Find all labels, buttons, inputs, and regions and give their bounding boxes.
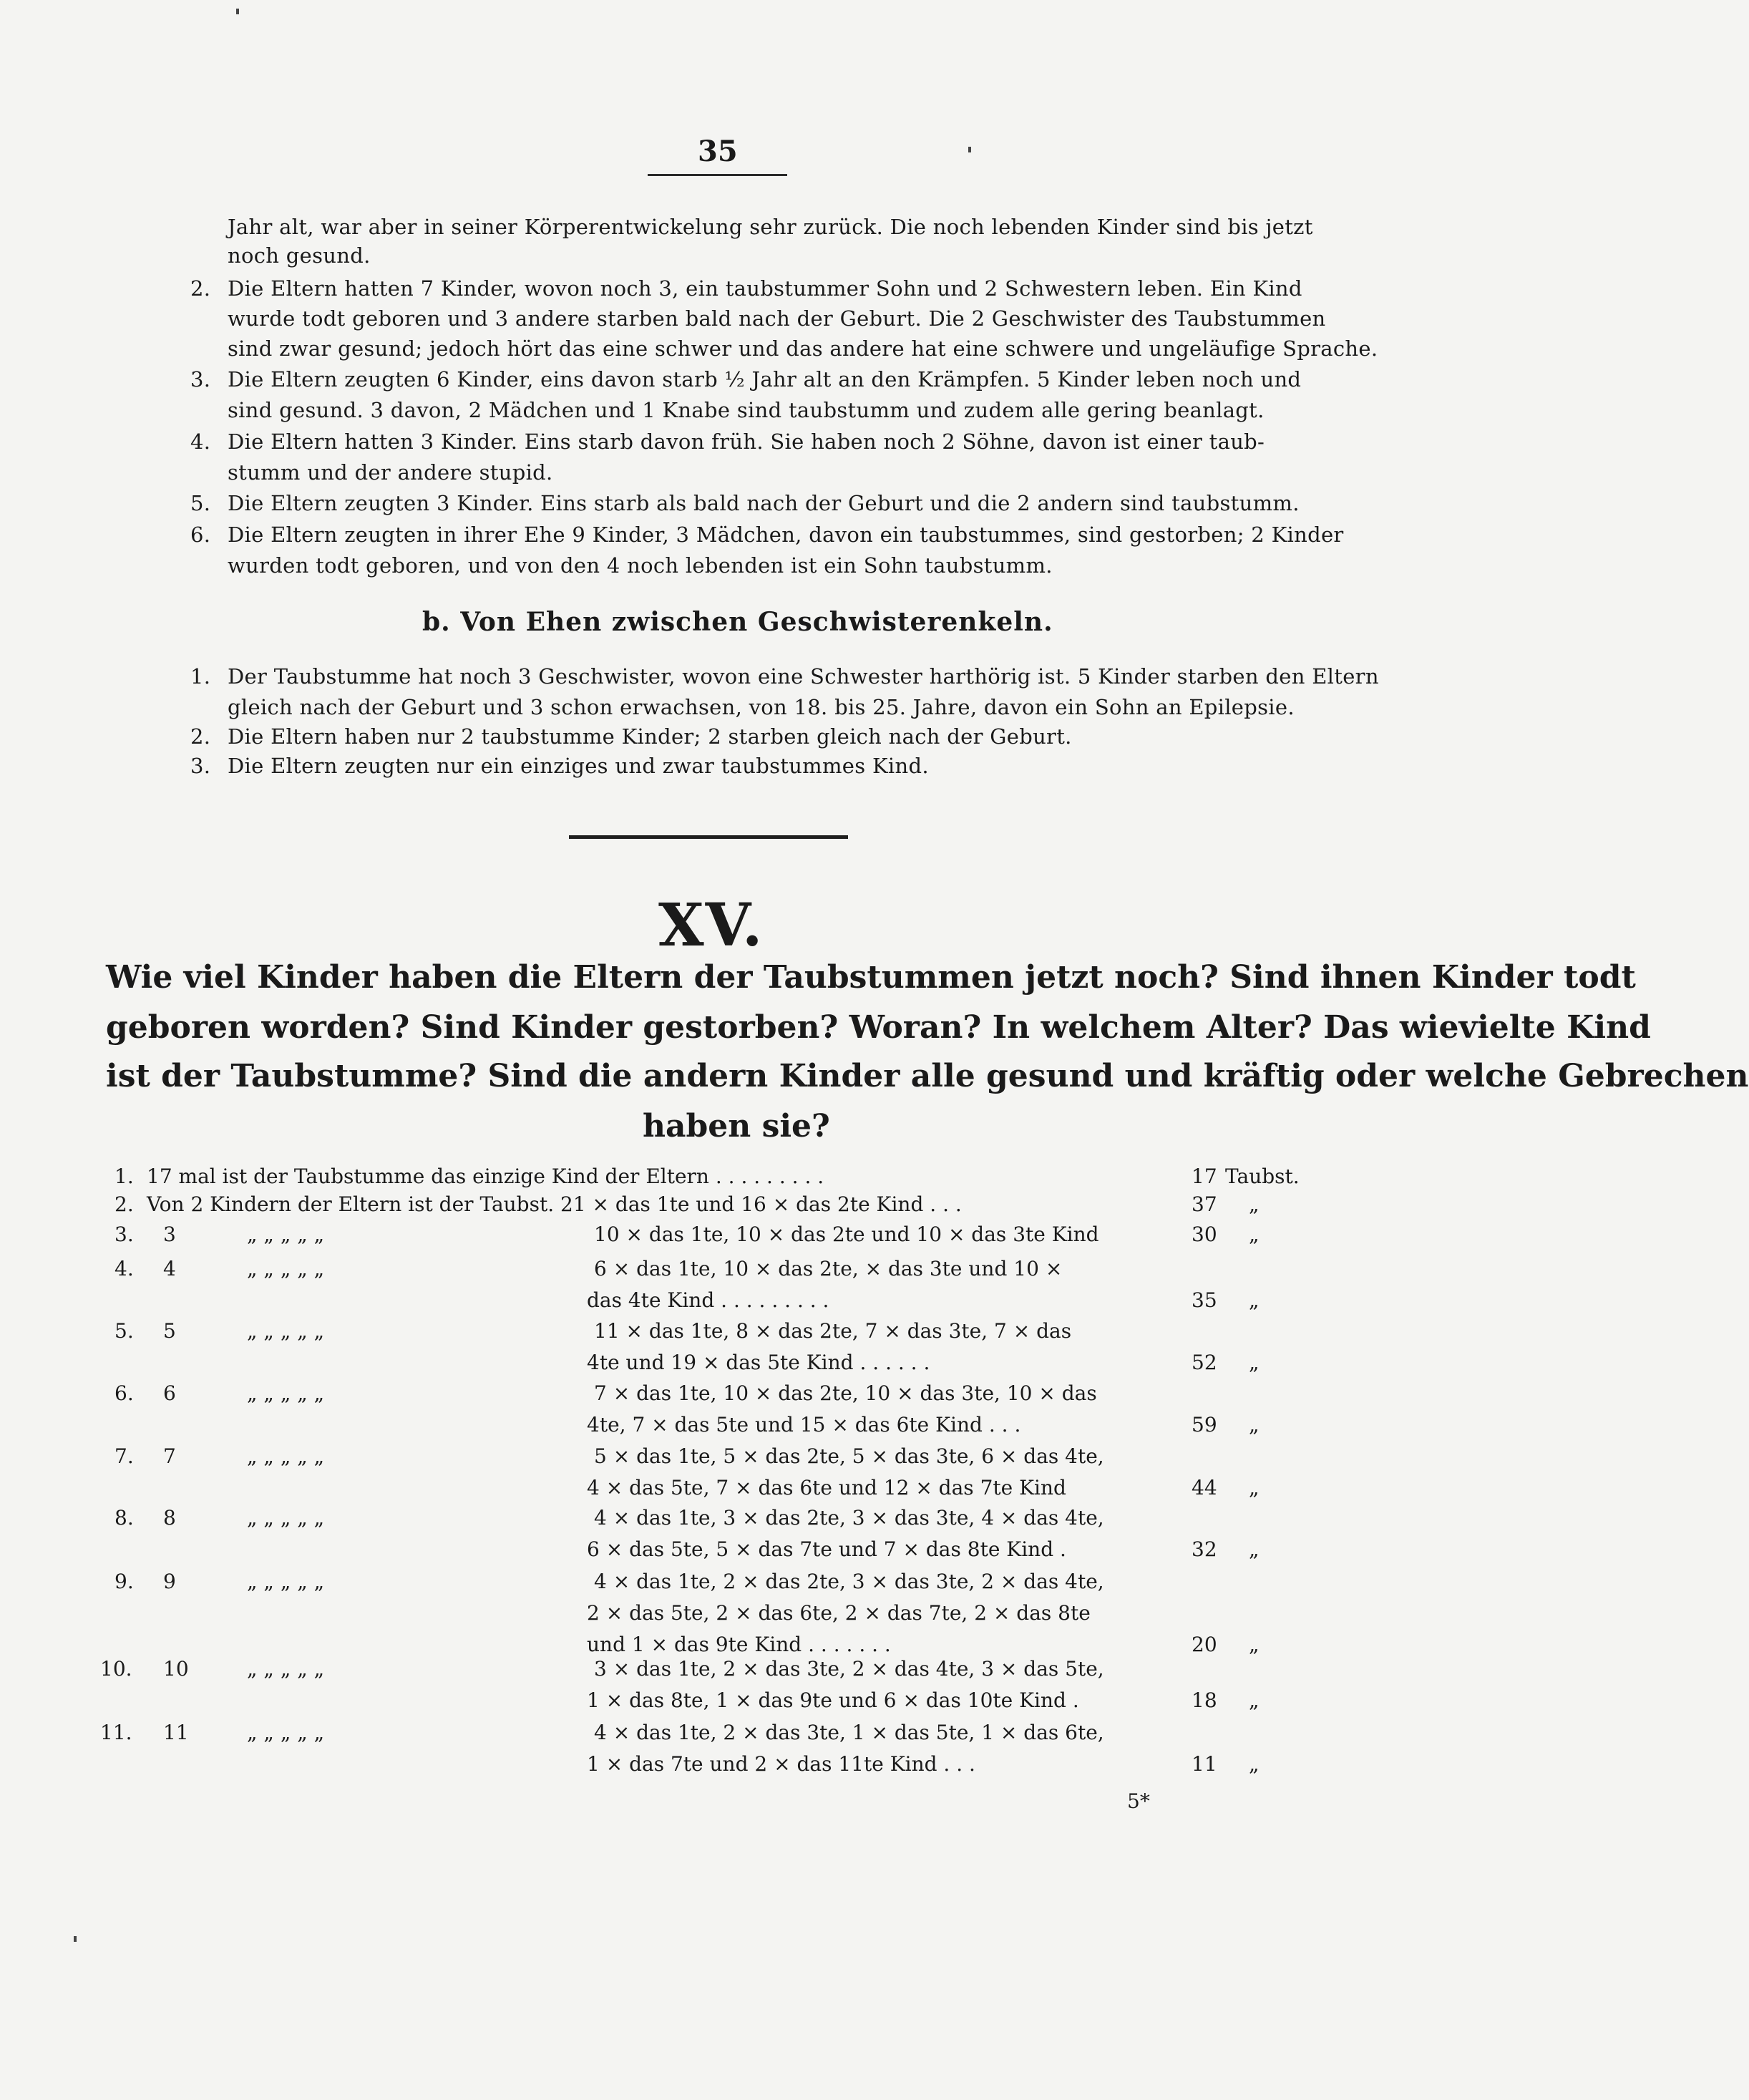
item-number: 4. xyxy=(190,429,211,454)
table-row-num: 3. xyxy=(115,1222,134,1246)
table-row-unit: „ xyxy=(1249,1752,1260,1776)
text-line xyxy=(190,724,1072,749)
table-row-text: 6 × das 1te, 10 × das 2te, × das 3te und 10 × xyxy=(594,1257,1063,1280)
line-text: Die Eltern zeugten nur ein einziges und zwar taubstummes Kind. xyxy=(228,754,929,778)
text-line xyxy=(190,276,1302,301)
table-row-text: das 4te Kind . . . . . . . . . xyxy=(587,1288,829,1312)
table-row-total: 37 xyxy=(1192,1192,1217,1216)
text-line xyxy=(190,522,1344,547)
table-row-num: 10. xyxy=(100,1657,132,1681)
text-line xyxy=(190,754,929,778)
text-line xyxy=(228,553,1053,578)
table-row-count: 9 xyxy=(163,1570,176,1593)
line-text: stumm und der andere stupid. xyxy=(228,460,553,485)
text-line xyxy=(228,460,553,485)
table-row-total: 35 xyxy=(1192,1288,1217,1312)
table-row-total: 32 xyxy=(1192,1537,1217,1561)
item-number: 2. xyxy=(190,276,211,301)
table-row-text: 4te, 7 × das 5te und 15 × das 6te Kind . . . xyxy=(587,1413,1021,1437)
text-line xyxy=(190,491,1300,515)
table-row-ditto: „ „ „ „ „ xyxy=(247,1381,325,1405)
table-row-num: 2. xyxy=(115,1192,134,1216)
table-row-count: 11 xyxy=(163,1721,189,1744)
table-row-text: 11 × das 1te, 8 × das 2te, 7 × das 3te, 7 × das xyxy=(594,1319,1072,1343)
line-text: sind zwar gesund; jedoch hört das eine schwer und das andere hat eine schwere und ungeläufige Sprache. xyxy=(228,336,1378,361)
table-row-ditto: „ „ „ „ „ xyxy=(247,1257,325,1280)
text-line xyxy=(190,429,1265,454)
table-row-text: 17 mal ist der Taubstumme das einzige Kind der Eltern . . . . . . . . . xyxy=(147,1165,824,1188)
scan-speck xyxy=(74,1936,77,1942)
scan-speck xyxy=(968,147,971,152)
table-row-unit: Taubst. xyxy=(1225,1165,1300,1188)
table-row-text: 1 × das 8te, 1 × das 9te und 6 × das 10te Kind . xyxy=(587,1688,1079,1712)
question-line: haben sie? xyxy=(643,1108,830,1144)
line-text: gleich nach der Geburt und 3 schon erwachsen, von 18. bis 25. Jahre, davon ein Sohn an Epilepsie. xyxy=(228,695,1295,719)
table-row-text: 4 × das 1te, 3 × das 2te, 3 × das 3te, 4 × das 4te, xyxy=(594,1506,1104,1530)
table-row-unit: „ xyxy=(1249,1222,1260,1246)
table-row-num: 11. xyxy=(100,1721,132,1744)
line-text: noch gesund. xyxy=(228,243,371,268)
table-row-unit: „ xyxy=(1249,1288,1260,1312)
table-row-text: 3 × das 1te, 2 × das 3te, 2 × das 4te, 3 × das 5te, xyxy=(594,1657,1104,1681)
table-row-count: 3 xyxy=(163,1222,176,1246)
text-line xyxy=(228,243,371,268)
table-row-total: 11 xyxy=(1192,1752,1217,1776)
table-row-count: 5 xyxy=(163,1319,176,1343)
scan-speck xyxy=(236,9,239,14)
item-number: 1. xyxy=(190,664,211,689)
table-row-total: 20 xyxy=(1192,1633,1217,1656)
item-number: 3. xyxy=(190,367,211,392)
section-b-heading: b. Von Ehen zwischen Geschwisterenkeln. xyxy=(422,607,1053,637)
line-text: Die Eltern zeugten 3 Kinder. Eins starb als bald nach der Geburt und die 2 andern sind taubstumm. xyxy=(228,491,1300,515)
text-line xyxy=(228,215,1313,239)
table-row-ditto: „ „ „ „ „ xyxy=(247,1721,325,1744)
table-row-unit: „ xyxy=(1249,1688,1260,1712)
page-number: 35 xyxy=(698,135,738,168)
table-row-text: und 1 × das 9te Kind . . . . . . . xyxy=(587,1633,891,1656)
header-rule xyxy=(648,174,787,176)
table-row-text: 10 × das 1te, 10 × das 2te und 10 × das 3te Kind xyxy=(594,1222,1099,1246)
line-text: Die Eltern hatten 7 Kinder, wovon noch 3, ein taubstummer Sohn und 2 Schwestern leben. Ein Kind xyxy=(228,276,1302,301)
table-row-text: 4 × das 1te, 2 × das 3te, 1 × das 5te, 1 × das 6te, xyxy=(594,1721,1104,1744)
text-line xyxy=(190,664,1379,689)
item-number: 3. xyxy=(190,754,211,778)
table-row-ditto: „ „ „ „ „ xyxy=(247,1222,325,1246)
table-row-ditto: „ „ „ „ „ xyxy=(247,1319,325,1343)
line-text: Jahr alt, war aber in seiner Körperentwickelung sehr zurück. Die noch lebenden Kinder sind bis jetzt xyxy=(228,215,1313,239)
table-row-unit: „ xyxy=(1249,1476,1260,1499)
question-line: geboren worden? Sind Kinder gestorben? Woran? In welchem Alter? Das wievielte Kind xyxy=(106,1009,1651,1046)
text-line xyxy=(228,695,1295,719)
table-row-unit: „ xyxy=(1249,1192,1260,1216)
line-text: wurden todt geboren, und von den 4 noch lebenden ist ein Sohn taubstumm. xyxy=(228,553,1053,578)
text-line xyxy=(228,306,1326,331)
table-row-total: 59 xyxy=(1192,1413,1217,1437)
table-row-ditto: „ „ „ „ „ xyxy=(247,1657,325,1681)
table-row-unit: „ xyxy=(1249,1633,1260,1656)
table-row-count: 8 xyxy=(163,1506,176,1530)
table-row-unit: „ xyxy=(1249,1413,1260,1437)
table-row-count: 10 xyxy=(163,1657,189,1681)
line-text: wurde todt geboren und 3 andere starben bald nach der Geburt. Die 2 Geschwister des Taubstummen xyxy=(228,306,1326,331)
table-row-unit: „ xyxy=(1249,1351,1260,1374)
table-row-text: 4 × das 5te, 7 × das 6te und 12 × das 7te Kind xyxy=(587,1476,1066,1499)
table-row-total: 44 xyxy=(1192,1476,1217,1499)
table-row-text: 2 × das 5te, 2 × das 6te, 2 × das 7te, 2 × das 8te xyxy=(587,1601,1091,1625)
text-line xyxy=(228,336,1378,361)
table-row-total: 17 xyxy=(1192,1165,1217,1188)
table-row-count: 4 xyxy=(163,1257,176,1280)
item-number: 5. xyxy=(190,491,211,515)
table-row-total: 30 xyxy=(1192,1222,1217,1246)
section-xv-numeral: XV. xyxy=(658,891,764,960)
line-text: Die Eltern zeugten 6 Kinder, eins davon starb ½ Jahr alt an den Krämpfen. 5 Kinder leben noch und xyxy=(228,367,1302,392)
table-row-text: 1 × das 7te und 2 × das 11te Kind . . . xyxy=(587,1752,975,1776)
table-row-total: 18 xyxy=(1192,1688,1217,1712)
item-number: 6. xyxy=(190,522,211,547)
table-row-text: 4 × das 1te, 2 × das 2te, 3 × das 3te, 2 × das 4te, xyxy=(594,1570,1104,1593)
table-row-count: 7 xyxy=(163,1444,176,1468)
line-text: sind gesund. 3 davon, 2 Mädchen und 1 Knabe sind taubstumm und zudem alle gering beanlagt. xyxy=(228,398,1265,422)
text-line xyxy=(190,367,1301,392)
question-line: Wie viel Kinder haben die Eltern der Taubstummen jetzt noch? Sind ihnen Kinder todt xyxy=(106,959,1636,996)
table-row-text: 4te und 19 × das 5te Kind . . . . . . xyxy=(587,1351,930,1374)
table-row-num: 7. xyxy=(115,1444,134,1468)
line-text: Der Taubstumme hat noch 3 Geschwister, wovon eine Schwester harthörig ist. 5 Kinder starben den Eltern xyxy=(228,664,1379,689)
table-row-text: 7 × das 1te, 10 × das 2te, 10 × das 3te, 10 × das xyxy=(594,1381,1097,1405)
table-row-num: 9. xyxy=(115,1570,134,1593)
table-row-ditto: „ „ „ „ „ xyxy=(247,1570,325,1593)
table-row-total: 52 xyxy=(1192,1351,1217,1374)
line-text: Die Eltern zeugten in ihrer Ehe 9 Kinder, 3 Mädchen, davon ein taubstummes, sind gestorben; 2 Kinder xyxy=(228,522,1344,547)
table-row-num: 6. xyxy=(115,1381,134,1405)
line-text: Die Eltern hatten 3 Kinder. Eins starb davon früh. Sie haben noch 2 Söhne, davon ist einer taub- xyxy=(228,429,1265,454)
text-line xyxy=(228,398,1265,422)
table-row-num: 8. xyxy=(115,1506,134,1530)
line-text: Die Eltern haben nur 2 taubstumme Kinder; 2 starben gleich nach der Geburt. xyxy=(228,724,1072,749)
table-row-text: 6 × das 5te, 5 × das 7te und 7 × das 8te Kind . xyxy=(587,1537,1066,1561)
table-row-num: 1. xyxy=(115,1165,134,1188)
table-row-count: 6 xyxy=(163,1381,176,1405)
table-row-text: 5 × das 1te, 5 × das 2te, 5 × das 3te, 6 × das 4te, xyxy=(594,1444,1104,1468)
table-row-ditto: „ „ „ „ „ xyxy=(247,1444,325,1468)
table-row-num: 4. xyxy=(115,1257,134,1280)
table-row-num: 5. xyxy=(115,1319,134,1343)
table-row-text: Von 2 Kindern der Eltern ist der Taubst. 21 × das 1te und 16 × das 2te Kind . . . xyxy=(147,1192,962,1216)
signature-mark: 5* xyxy=(1127,1789,1150,1813)
question-line: ist der Taubstumme? Sind die andern Kinder alle gesund und kräftig oder welche Gebrechen xyxy=(106,1058,1749,1094)
item-number: 2. xyxy=(190,724,211,749)
table-row-unit: „ xyxy=(1249,1537,1260,1561)
section-divider xyxy=(569,835,848,839)
table-row-ditto: „ „ „ „ „ xyxy=(247,1506,325,1530)
